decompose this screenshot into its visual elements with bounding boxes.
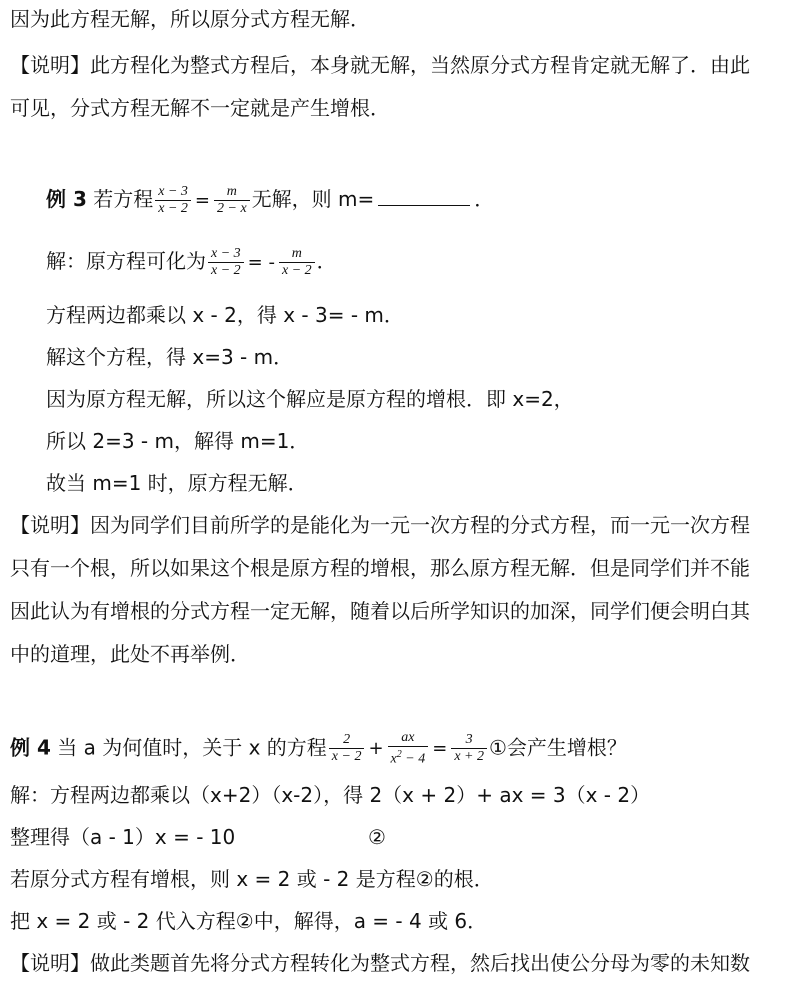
text-line: 方程两边都乘以 x - 2，得 x - 3= - m． <box>46 303 404 327</box>
text-line: 整理得（a - 1）x = - 10 ② <box>10 825 386 849</box>
fraction: $\frac{x - 3}{x - 2}$ <box>208 246 244 279</box>
text-line: 故当 m=1 时，原方程无解． <box>46 471 308 495</box>
fraction: $\frac{m}{2 - x}$ <box>214 184 250 217</box>
note-line: 【说明】做此类题首先将分式方程转化为整式方程，然后找出使公分母为零的未知数 <box>10 951 750 975</box>
note-line: 因此认为有增根的分式方程一定无解，随着以后所学知识的加深，同学们便会明白其 <box>10 599 750 623</box>
note-line: 可见，分式方程无解不一定就是产生增根． <box>10 96 390 120</box>
text-line: 把 x = 2 或 - 2 代入方程②中，解得，a = - 4 或 6． <box>10 909 488 933</box>
fraction: $\frac{x - 3}{x - 2}$ <box>155 184 191 217</box>
fraction: $\frac{2}{x - 2}$ <box>329 732 365 765</box>
example-3-question: 例 3 若方程 $\frac{x - 3}{x - 2}$ = $\frac{m}{2 - x}$ 无解，则 m= ． <box>46 184 495 216</box>
text-line: 因为此方程无解，所以原分式方程无解． <box>10 7 370 31</box>
text-line: 解：方程两边都乘以（x+2）（x-2），得 2（x + 2）+ ax = 3（x - 2） <box>10 783 651 807</box>
fraction: $\frac{m}{x - 2}$ <box>279 246 315 279</box>
note-line: 【说明】此方程化为整式方程后，本身就无解，当然原分式方程肯定就无解了．由此 <box>10 53 750 77</box>
note-line: 【说明】因为同学们目前所学的是能化为一元一次方程的分式方程，而一元一次方程 <box>10 513 750 537</box>
text-line: 解这个方程，得 x=3 - m． <box>46 345 294 369</box>
text-line: 所以 2=3 - m，解得 m=1． <box>46 429 310 453</box>
text-line: 因为原方程无解，所以这个解应是原方程的增根．即 x=2， <box>46 387 574 411</box>
solution-3-line: 解：原方程可化为 $\frac{x - 3}{x - 2}$ = - $\frac{m}{x - 2}$ ． <box>46 246 337 278</box>
note-line: 只有一个根，所以如果这个根是原方程的增根，那么原方程无解．但是同学们并不能 <box>10 556 750 580</box>
example-label: 例 4 <box>10 735 51 760</box>
fraction: $\frac{3}{x + 2}$ <box>451 732 487 765</box>
answer-blank <box>378 187 470 206</box>
note-line: 中的道理，此处不再举例． <box>10 642 250 666</box>
example-label: 例 3 <box>46 187 87 211</box>
fraction: $\frac{ax}{x^2 - 4}$ <box>388 730 429 768</box>
example-4-question: 例 4 当 a 为何值时，关于 x 的方程 $\frac{2}{x - 2}$ + $\frac{ax}{x^2 - 4}$ = $\frac{3}{x + 2}$ ①会产生增根？ <box>10 730 627 767</box>
equation-mark: ② <box>368 825 386 849</box>
text-line: 若原分式方程有增根，则 x = 2 或 - 2 是方程②的根． <box>10 867 494 891</box>
